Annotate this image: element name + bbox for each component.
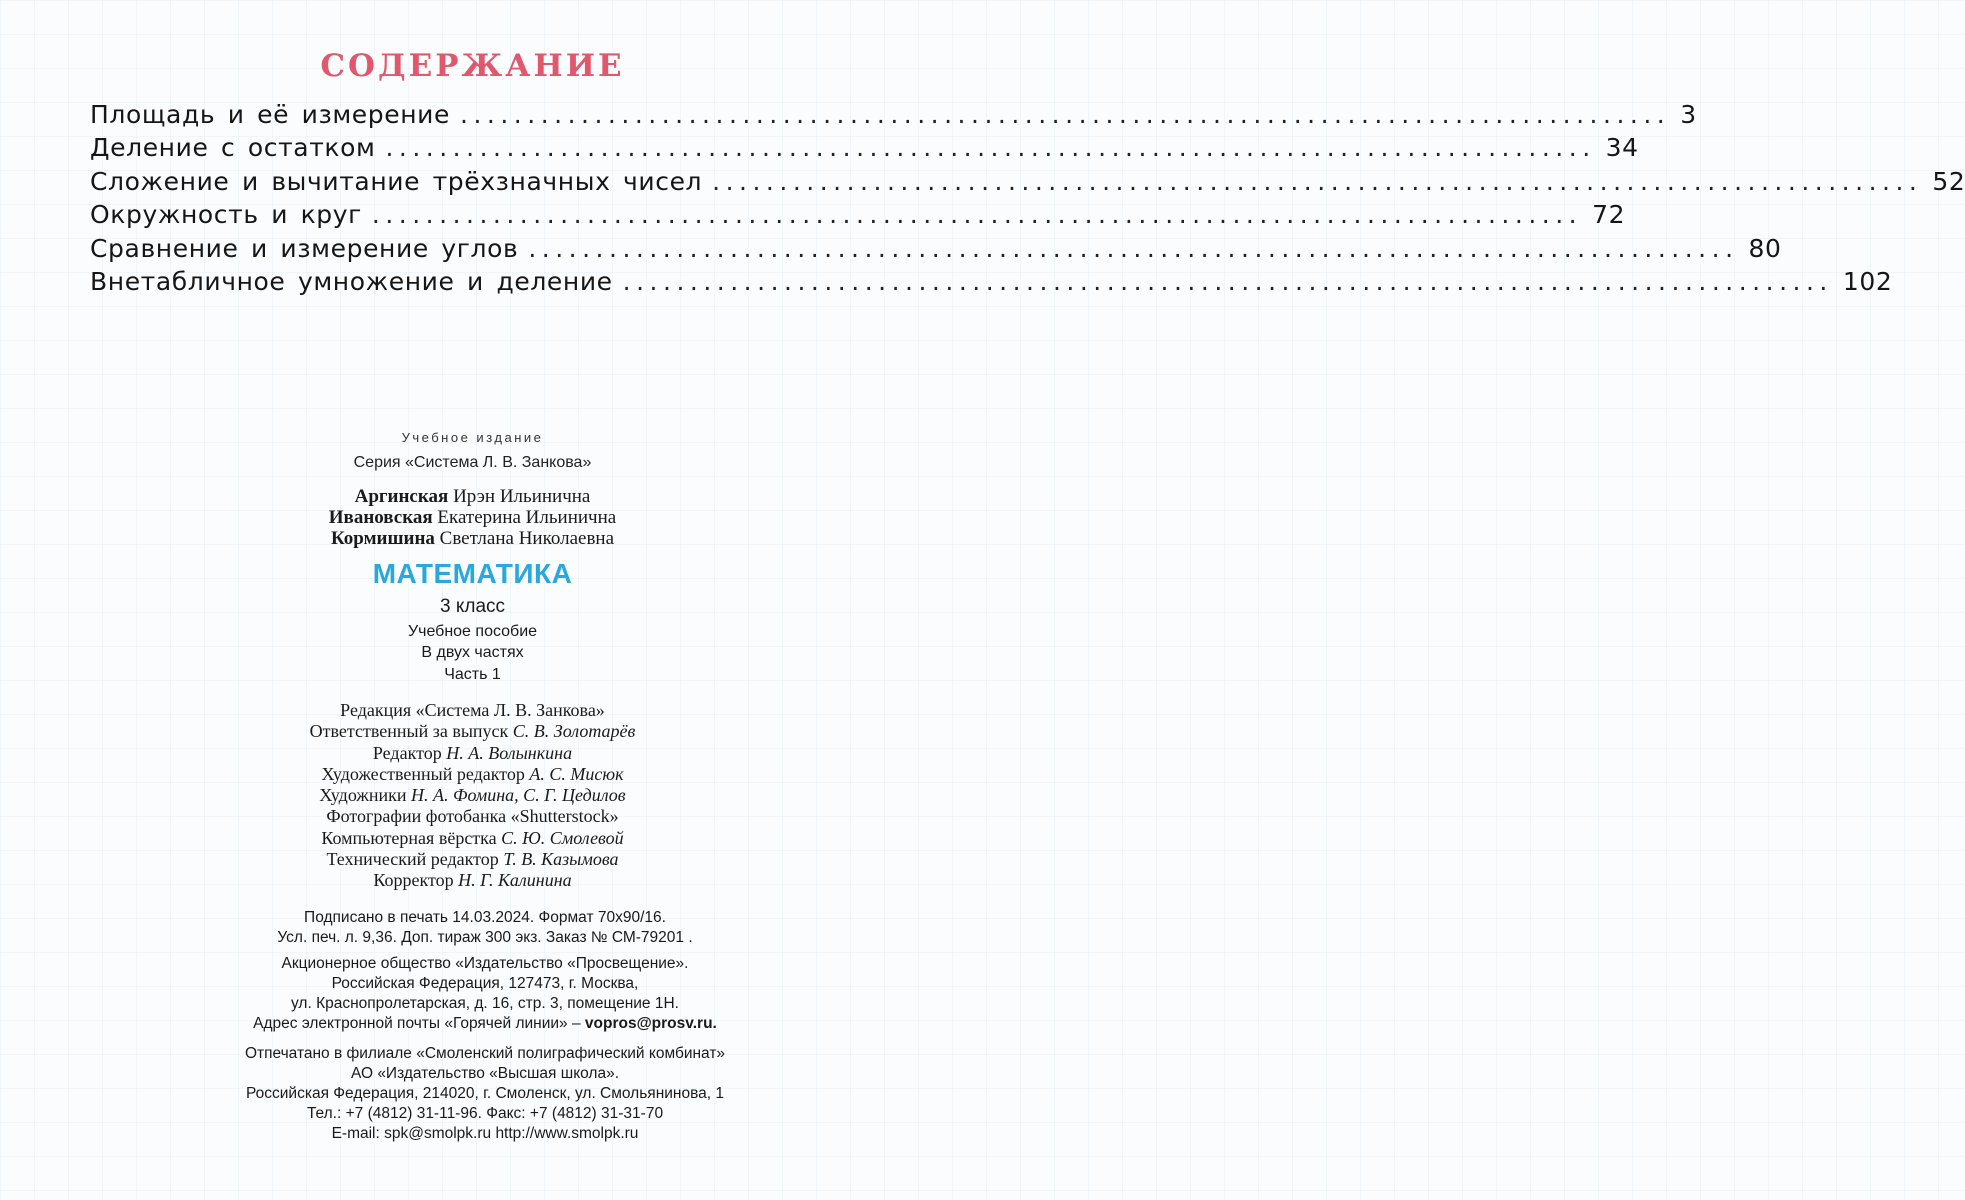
- toc-entry-label: Окружность и круг: [90, 200, 362, 230]
- toc-entry[interactable]: [90, 200, 1626, 233]
- author-given-name: Екатерина Ильинична: [437, 507, 617, 528]
- staff-role: Ответственный за выпуск: [309, 721, 509, 742]
- author-given-name: Светлана Николаевна: [439, 528, 615, 549]
- print-info-block: [0, 908, 970, 948]
- book-grade: 3 класс: [439, 596, 506, 617]
- author-line: [0, 528, 945, 550]
- toc-entry-page: 80: [1748, 233, 1782, 263]
- staff-line: [0, 870, 945, 891]
- staff-line: [0, 849, 945, 870]
- print-signed-line: Подписано в печать 14.03.2024. Формат 70x90/16.: [304, 909, 666, 926]
- publisher-street: ул. Краснопролетарская, д. 16, стр. 3, помещение 1Н.: [291, 995, 679, 1012]
- staff-role: Корректор: [373, 870, 454, 891]
- toc-leader-dots: ..........................................................................................: [371, 200, 1583, 230]
- printer-name: Отпечатано в филиале «Смоленский полиграфический комбинат»: [244, 1045, 726, 1062]
- staff-name: Н. Г. Калинина: [458, 870, 572, 891]
- staff-role: Технический редактор: [326, 849, 499, 870]
- table-of-contents: [90, 100, 1965, 300]
- author-surname: Кормишина: [330, 528, 435, 549]
- toc-entry[interactable]: [90, 133, 1639, 166]
- staff-role: Фотографии фотобанка «Shutterstock»: [326, 806, 619, 827]
- staff-name: Т. В. Казымова: [503, 849, 619, 870]
- toc-entry-label: Деление с остатком: [90, 133, 376, 163]
- toc-entry-page: 52: [1932, 166, 1965, 196]
- print-run-line: Усл. печ. л. 9,36. Доп. тираж 300 экз. Заказ № СМ-79201 .: [277, 929, 693, 946]
- toc-leader-dots: ..........................................................................................: [712, 166, 1923, 196]
- staff-name: С. В. Золотарёв: [512, 721, 636, 742]
- toc-entry-label: Сложение и вычитание трёхзначных чисел: [90, 166, 703, 196]
- toc-entry-page: 102: [1842, 266, 1893, 296]
- toc-entry-label: Площадь и её измерение: [90, 100, 451, 129]
- author-line: [0, 486, 945, 508]
- book-subject: МАТЕМАТИКА: [372, 558, 573, 589]
- toc-entry-label: Внетабличное умножение и деление: [90, 266, 613, 296]
- toc-entry[interactable]: [90, 100, 1697, 133]
- author-surname: Ивановская: [328, 507, 433, 528]
- staff-line: [0, 764, 945, 785]
- book-type: Учебное пособие: [407, 623, 538, 640]
- toc-leader-dots: ..........................................................................................: [528, 233, 1739, 263]
- staff-line: [0, 828, 945, 849]
- email-label: Адрес электронной почты «Горячей линии» –: [253, 1015, 585, 1032]
- publisher-email-link[interactable]: vopros@prosv.ru.: [584, 1015, 717, 1032]
- staff-name: Н. А. Фомина, С. Г. Цедилов: [410, 785, 626, 806]
- toc-leader-dots: ..........................................................................................: [622, 266, 1833, 296]
- printer-contacts[interactable]: E-mail: spk@smolpk.ru http://www.smolpk.ru: [331, 1125, 639, 1142]
- staff-role: Компьютерная вёрстка: [321, 827, 497, 848]
- publisher-email-line: [0, 1014, 970, 1034]
- book-part: Часть 1: [444, 666, 501, 683]
- toc-title: СОДЕРЖАНИЕ: [320, 48, 625, 84]
- toc-leader-dots: ..........................................................................................: [460, 100, 1671, 129]
- staff-role: Редактор: [372, 742, 442, 763]
- book-parts: В двух частях: [421, 644, 524, 661]
- staff-name: Н. А. Волынкина: [446, 742, 573, 763]
- publisher-name: Акционерное общество «Издательство «Просвещение».: [281, 955, 689, 972]
- staff-role: Редакция «Система Л. В. Занкова»: [340, 700, 605, 720]
- staff-line: [0, 785, 945, 806]
- editorial-staff: [0, 700, 945, 892]
- series-name: Серия «Система Л. В. Занкова»: [353, 454, 592, 471]
- author-line: [0, 507, 945, 529]
- staff-name: С. Ю. Смолевой: [501, 827, 624, 848]
- toc-entry-label: Сравнение и измерение углов: [90, 233, 519, 263]
- staff-role: Художники: [319, 785, 407, 806]
- staff-line: [0, 700, 945, 721]
- toc-entry[interactable]: [90, 266, 1893, 300]
- toc-entry-page: 3: [1680, 100, 1697, 129]
- printer-address: Российская Федерация, 214020, г. Смоленск, ул. Смольянинова, 1: [245, 1085, 725, 1102]
- toc-leader-dots: ..........................................................................................: [385, 133, 1596, 163]
- staff-role: Художественный редактор: [321, 763, 525, 784]
- author-surname: Аргинская: [354, 486, 449, 507]
- toc-entry-page: 72: [1592, 200, 1626, 230]
- edition-type: Учебное издание: [401, 430, 544, 445]
- toc-entry[interactable]: [90, 233, 1782, 267]
- printer-company: АО «Издательство «Высшая школа».: [350, 1065, 620, 1082]
- toc-entry[interactable]: [90, 166, 1965, 200]
- publisher-address: Российская Федерация, 127473, г. Москва,: [331, 975, 639, 992]
- staff-line: [0, 806, 945, 827]
- staff-line: [0, 721, 945, 742]
- author-given-name: Ирэн Ильинична: [453, 486, 591, 507]
- staff-name: А. С. Мисюк: [529, 763, 624, 784]
- printer-phone: Тел.: +7 (4812) 31-11-96. Факс: +7 (4812) 31-31-70: [306, 1105, 664, 1122]
- toc-entry-page: 34: [1605, 133, 1639, 163]
- publisher-block: [0, 954, 970, 1034]
- staff-line: [0, 743, 945, 764]
- printer-block: [0, 1044, 970, 1144]
